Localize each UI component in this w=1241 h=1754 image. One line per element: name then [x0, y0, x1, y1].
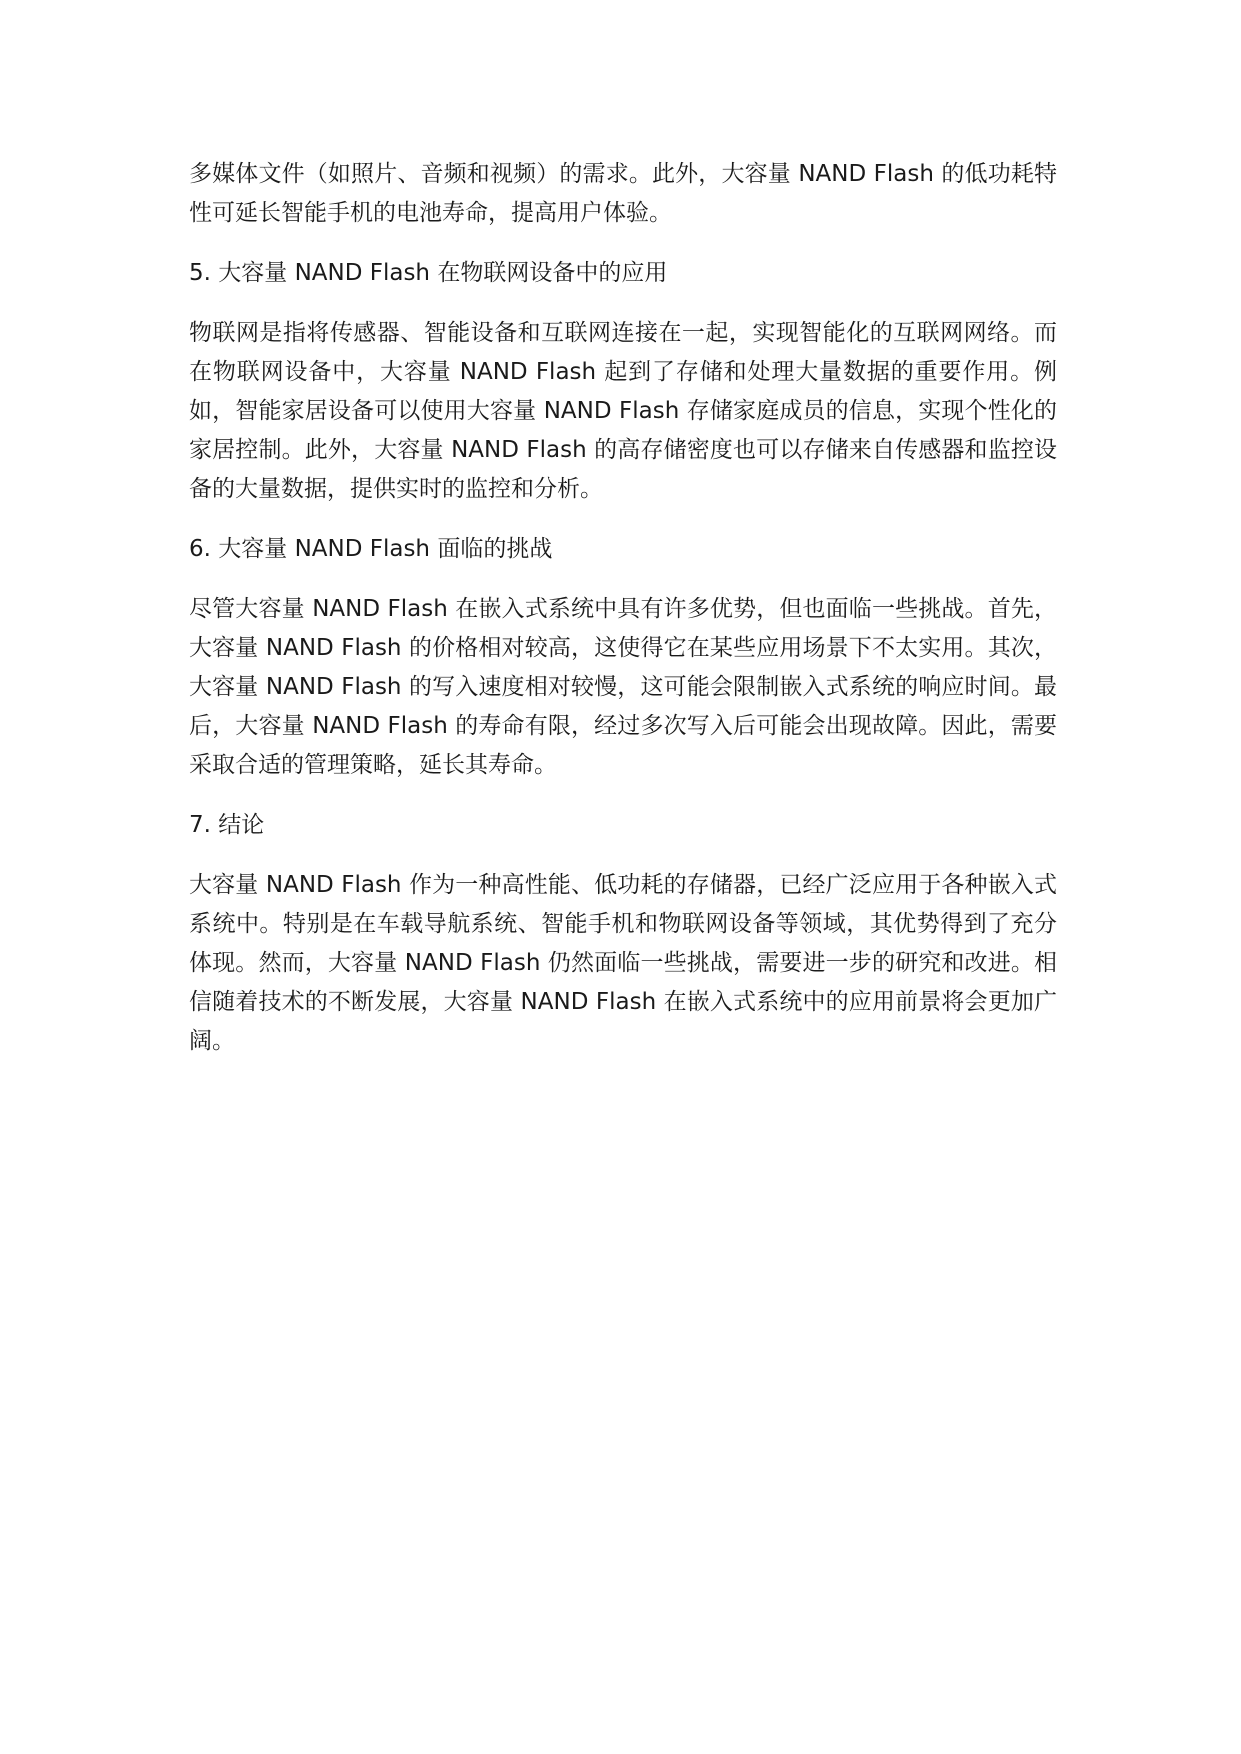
section-heading-6: 6. 大容量 NAND Flash 面临的挑战 [189, 536, 553, 562]
section-heading-7: 7. 结论 [189, 812, 265, 838]
section-heading-5: 5. 大容量 NAND Flash 在物联网设备中的应用 [189, 260, 668, 286]
paragraph-section-5: 物联网是指将传感器、智能设备和互联网连接在一起，实现智能化的互联网网络。而在物联网设备中，大容量 NAND Flash 起到了存储和处理大量数据的重要作用。例如，智能家居设备可以使用大容量 NAND Flash 存储家庭成员的信息，实现个性化的家居控制。此外，大容量 NAND Flash 的高存储密度也可以存储来自传感器和监控设备的大量数据，提供实时的监控和分析。 [189, 320, 1057, 502]
document-body [189, 155, 1057, 1082]
paragraph-intro: 多媒体文件（如照片、音频和视频）的需求。此外，大容量 NAND Flash 的低功耗特性可延长智能手机的电池寿命，提高用户体验。 [189, 161, 1057, 226]
paragraph-section-6: 尽管大容量 NAND Flash 在嵌入式系统中具有许多优势，但也面临一些挑战。首先，大容量 NAND Flash 的价格相对较高，这使得它在某些应用场景下不太实用。其次，大容量 NAND Flash 的写入速度相对较慢，这可能会限制嵌入式系统的响应时间。最后，大容量 NAND Flash 的寿命有限，经过多次写入后可能会出现故障。因此，需要采取合适的管理策略，延长其寿命。 [189, 596, 1057, 778]
paragraph-section-7: 大容量 NAND Flash 作为一种高性能、低功耗的存储器，已经广泛应用于各种嵌入式系统中。特别是在车载导航系统、智能手机和物联网设备等领域，其优势得到了充分体现。然而，大容量 NAND Flash 仍然面临一些挑战，需要进一步的研究和改进。相信随着技术的不断发展，大容量 NAND Flash 在嵌入式系统中的应用前景将会更加广阔。 [189, 872, 1057, 1054]
